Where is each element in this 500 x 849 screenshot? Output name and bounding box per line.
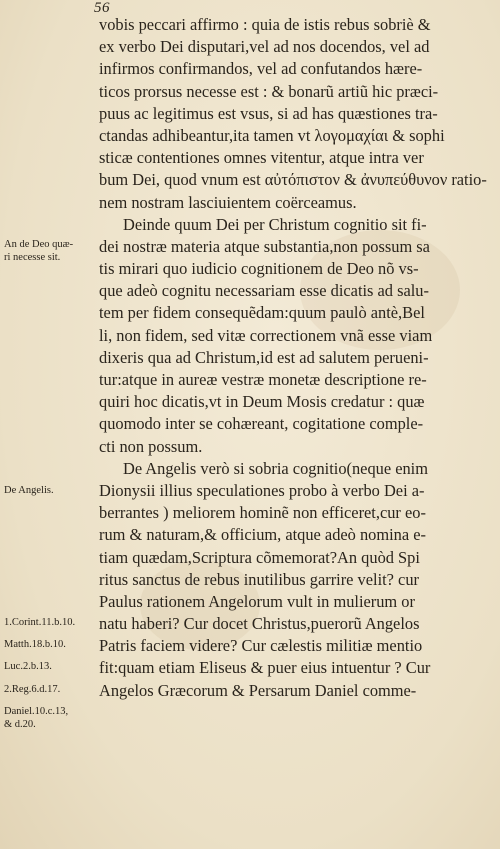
text-line: puus ac legitimus est vsus, si ad has quæstiones tra-	[99, 103, 438, 123]
text-line: infirmos confirmandos, vel ad confutandos hære-	[99, 59, 423, 79]
margin-ref-corinthians: 1.Corint.11.b.10.	[4, 617, 76, 628]
margin-ref-daniel-cont: & d.20.	[4, 719, 36, 730]
margin-ref-daniel: Daniel.10.c.13,	[4, 706, 69, 717]
text-line: berrantes ) meliorem hominẽ non efficeret,cur eo-	[99, 503, 426, 523]
text-line: Paulus rationem Angelorum vult in mulierum or	[99, 591, 415, 611]
text-line: fit:quam etiam Eliseus & puer eius intuentur ? Cur	[99, 658, 431, 678]
text-line: ex verbo Dei disputari,vel ad nos docendos, vel ad	[99, 37, 430, 57]
text-line: cti non possum.	[99, 436, 203, 456]
text-line: rum & naturam,& officium, atque adeò nomina e-	[99, 525, 426, 545]
text-line: ctandas adhibeantur,ita tamen vt λογομαχίαι & sophi	[99, 125, 445, 145]
margin-ref-matthew: Matth.18.b.10.	[4, 639, 66, 650]
margin-note-line: ri necesse sit.	[4, 252, 61, 263]
text-line: natu haberi? Cur docet Christus,puerorũ Angelos	[99, 614, 420, 634]
text-line: dei nostræ materia atque substantia,non possum sa	[99, 236, 430, 256]
text-line: li, non fidem, sed vitæ correctionem vnã esse viam	[99, 325, 433, 345]
text-line: tis mirari quo iudicio cognitionem de Deo nõ vs-	[99, 259, 419, 279]
text-line: tur:atque in aureæ vestræ monetæ descriptione re-	[99, 370, 427, 389]
text-line: ritus sanctus de rebus inutilibus garrire velit? cur	[99, 569, 419, 589]
text-line: quiri hoc dicatis,vt in Deum Mosis credatur : quæ	[99, 392, 425, 412]
margin-note-an-de-deo	[4, 238, 96, 264]
text-line: tiam quædam,Scriptura cõmemorat?An quòd Spi	[99, 547, 420, 567]
margin-ref-luke: Luc.2.b.13.	[4, 661, 52, 672]
text-line: nem nostram lasciuientem coërceamus.	[99, 192, 357, 212]
main-text	[99, 14, 493, 702]
text-line: dixeris qua ad Christum,id est ad salutem perueni-	[99, 347, 429, 367]
text-line: bum Dei, quod vnum est αὐτόπιστον & ἀνυπεύθυνον ratio-	[99, 170, 487, 190]
text-line: quomodo inter se cohæreant, cogitatione comple-	[99, 414, 424, 434]
paragraph-start: De Angelis verò si sobria cognitio(neque enim	[123, 458, 428, 478]
text-line: sticæ contentiones omnes vitentur, atque intra ver	[99, 148, 424, 168]
margin-ref-kings: 2.Reg.6.d.17.	[4, 684, 61, 695]
margin-note-line: An de Deo quæ-	[4, 239, 74, 250]
text-line: vobis peccari affirmo : quia de istis rebus sobriè &	[99, 15, 431, 34]
text-line: Dionysii illius speculationes probo à verbo Dei a-	[99, 480, 425, 500]
text-line: Angelos Græcorum & Persarum Daniel comme-	[99, 680, 417, 700]
text-line: tem per fidem consequẽdam:quum paulò antè,Bel	[99, 303, 425, 323]
margin-note-de-angelis: De Angelis.	[4, 485, 54, 496]
text-line: que adeò cognitu necessariam esse dicatis ad salu-	[99, 281, 429, 301]
text-line: ticos prorsus necesse est : & bonarũ artiũ hic præci-	[99, 81, 439, 101]
text-line: Patris faciem videre? Cur cælestis militiæ mentio	[99, 636, 423, 656]
page-number: 56	[94, 0, 110, 16]
paragraph-start: Deinde quum Dei per Christum cognitio sit fi-	[123, 214, 427, 234]
